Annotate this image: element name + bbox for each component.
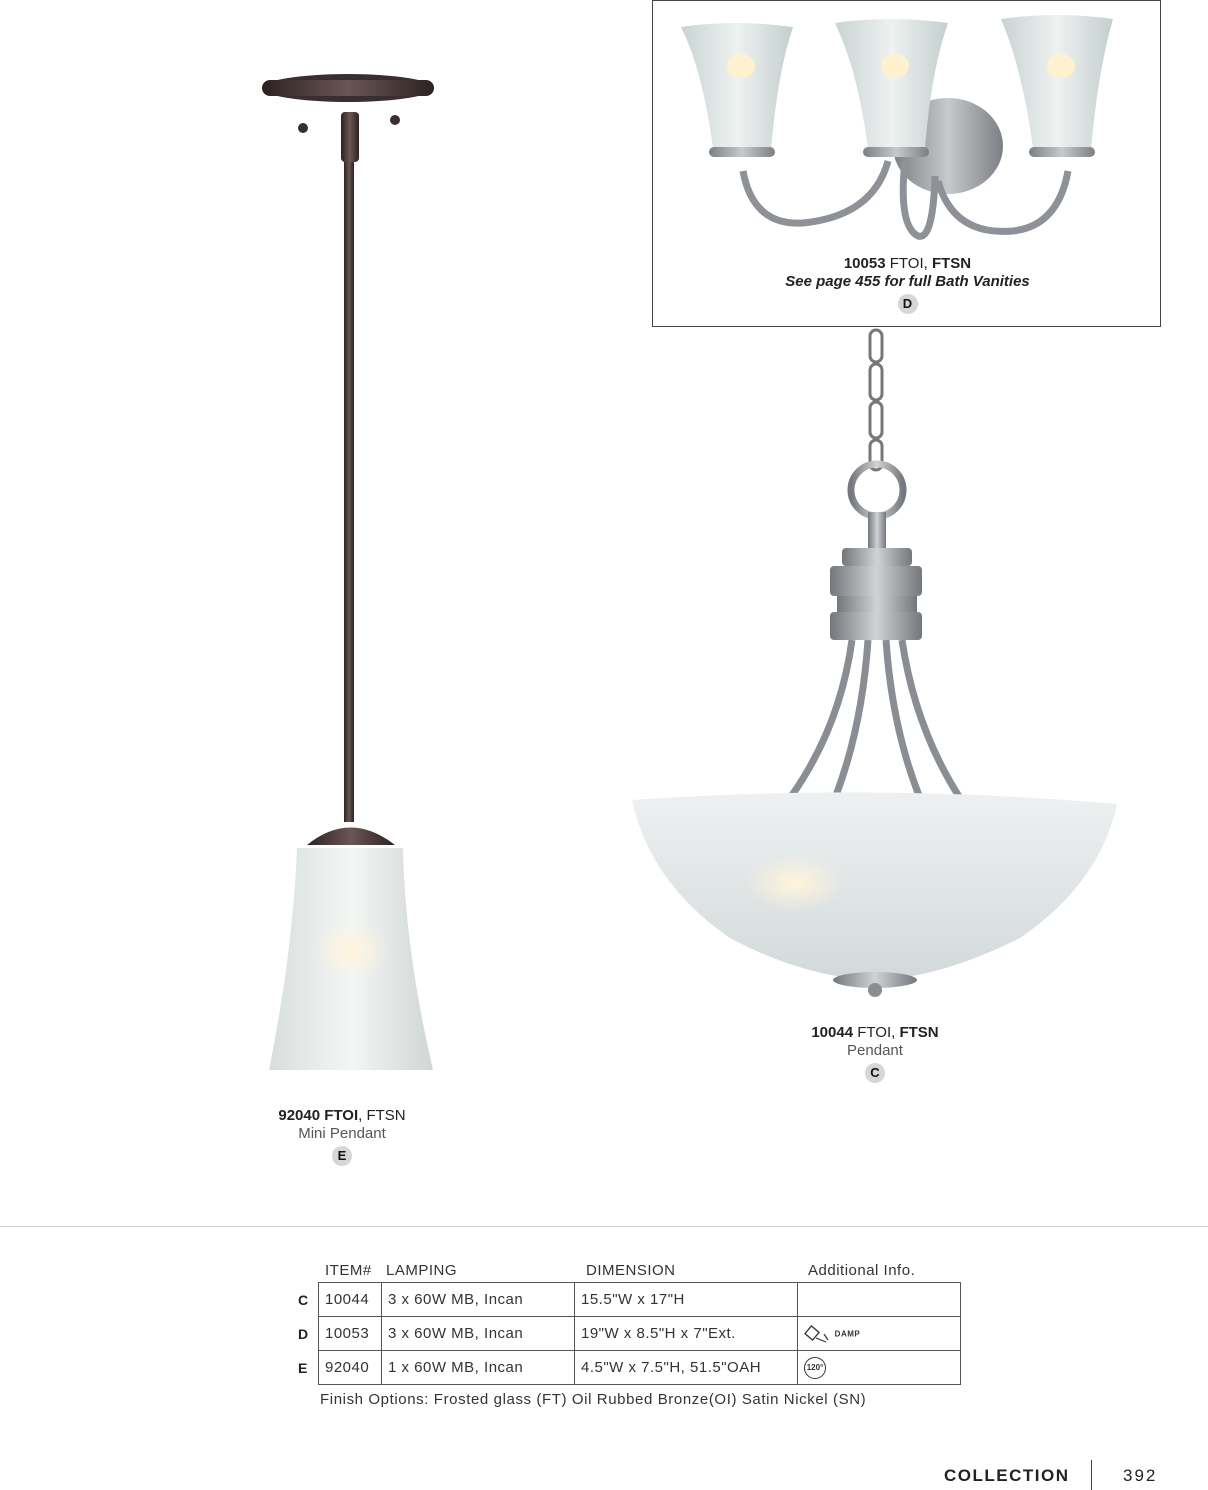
120-degree-swivel-icon: 120° [804, 1357, 826, 1379]
row-label: D [298, 1325, 309, 1342]
mini-pendant-caption [192, 1107, 492, 1166]
cell-additional-info [798, 1317, 961, 1351]
spec-table-body [298, 1282, 961, 1385]
pendant-finish-a: FTOI, [857, 1024, 896, 1041]
cell-item: 10044 [319, 1283, 382, 1317]
header-lamping: LAMPING [386, 1262, 458, 1279]
header-item: ITEM# [325, 1262, 372, 1279]
mini-pendant-type: Mini Pendant [298, 1125, 386, 1142]
header-additional-info: Additional Info. [808, 1262, 916, 1279]
cell-lamping: 1 x 60W MB, Incan [382, 1351, 575, 1385]
vanity-note: See page 455 for full Bath Vanities [785, 273, 1030, 290]
reversible-mount-icon [804, 1324, 830, 1344]
cell-dimension: 15.5"W x 17"H [575, 1283, 798, 1317]
section-divider [0, 1226, 1208, 1227]
damp-rated-icon: DAMP [834, 1329, 861, 1338]
table-row [318, 1351, 961, 1385]
table-row [318, 1283, 961, 1317]
cell-item: 10053 [319, 1317, 382, 1351]
mini-pendant-item: 92040 FTOI [278, 1107, 359, 1124]
pendant-item: 10044 [811, 1024, 854, 1041]
page-number: 392 [1123, 1466, 1158, 1485]
cell-additional-info [798, 1351, 961, 1385]
cell-dimension: 19"W x 8.5"H x 7"Ext. [575, 1317, 798, 1351]
footer-separator [1091, 1460, 1092, 1490]
vanity-caption [653, 255, 1162, 314]
cell-dimension: 4.5"W x 7.5"H, 51.5"OAH [575, 1351, 798, 1385]
cell-item: 92040 [319, 1351, 382, 1385]
mini-pendant-image [255, 70, 445, 1080]
pendant-badge: C [865, 1063, 885, 1083]
cell-additional-info [798, 1283, 961, 1317]
mini-pendant-badge: E [332, 1146, 352, 1166]
pendant-image [630, 328, 1120, 998]
spec-table-header [296, 1258, 976, 1282]
row-label: C [298, 1291, 309, 1308]
cell-lamping: 3 x 60W MB, Incan [382, 1317, 575, 1351]
vanity-panel [652, 0, 1161, 327]
finish-options: Finish Options: Frosted glass (FT) Oil Rubbed Bronze(OI) Satin Nickel (SN) [320, 1391, 867, 1408]
pendant-type: Pendant [847, 1042, 903, 1059]
pendant-caption [725, 1024, 1025, 1083]
pendant-finish-b: FTSN [899, 1024, 939, 1041]
bath-vanity-image [673, 11, 1143, 243]
vanity-finish-b: FTSN [931, 255, 972, 272]
cell-lamping: 3 x 60W MB, Incan [382, 1283, 575, 1317]
footer-collection: COLLECTION [944, 1466, 1070, 1485]
header-dimension: DIMENSION [586, 1262, 676, 1279]
spec-table [296, 1258, 976, 1408]
mini-pendant-finish: , FTSN [358, 1107, 406, 1124]
vanity-badge: D [898, 294, 918, 314]
vanity-finish-a: FTOI, [889, 255, 928, 272]
vanity-item: 10053 [843, 255, 886, 272]
table-row [318, 1317, 961, 1351]
row-label: E [298, 1359, 308, 1376]
